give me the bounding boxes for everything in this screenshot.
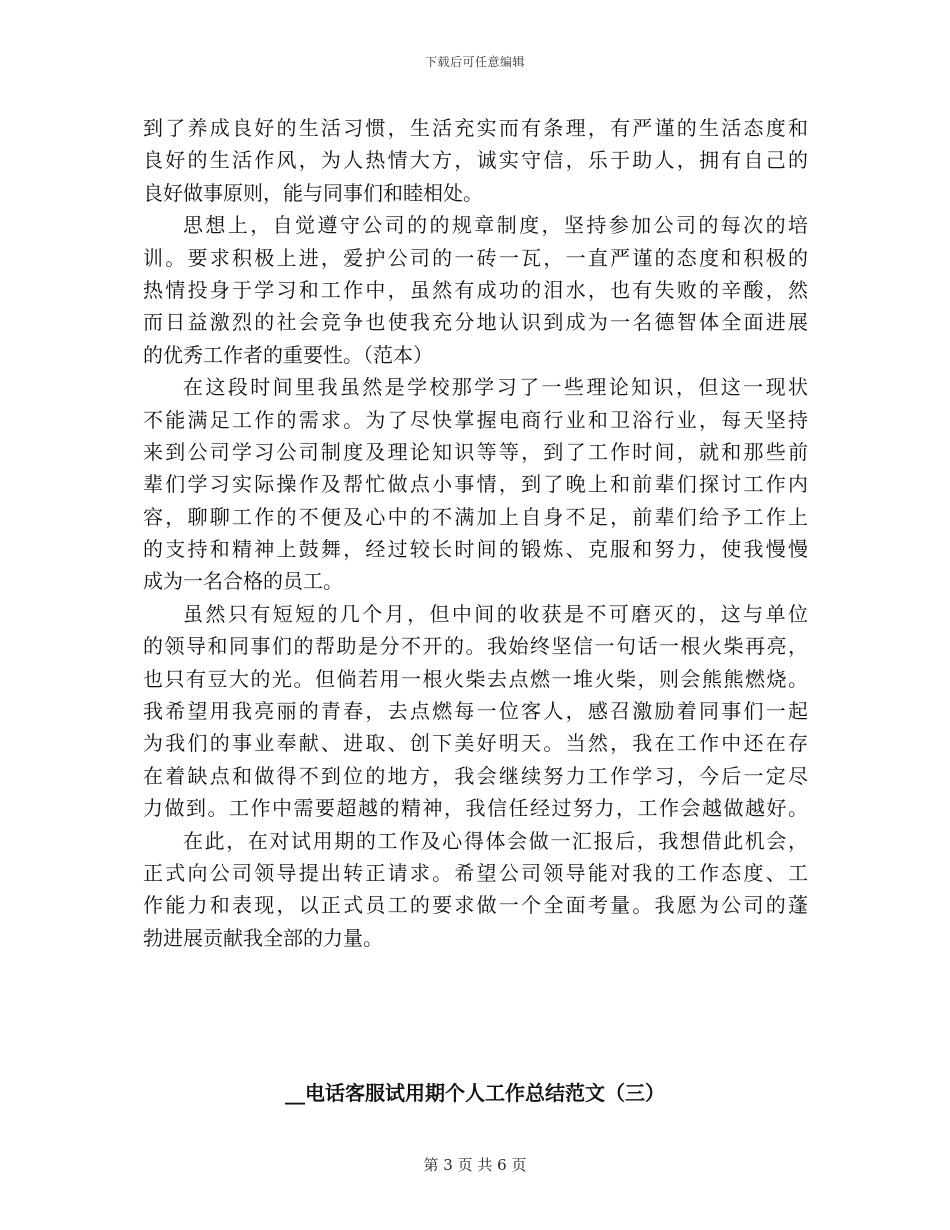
paragraph-line: 而日益激烈的社会竞争也使我充分地认识到成为一名德智体全面进展 — [143, 310, 808, 335]
page-header-note: 下载后可任意编辑 — [424, 55, 525, 69]
paragraph-line: 为我们的事业奉献、进取、创下美好明天。当然，我在工作中还在存 — [143, 731, 808, 756]
page-number: 第 3 页 共 6 页 — [423, 1156, 527, 1174]
paragraph-line: 勃进展贡献我全部的力量。 — [143, 925, 383, 950]
paragraph-line: 来到公司学习公司制度及理论知识等等，到了工作时间，就和那些前 — [143, 439, 808, 464]
section-title: __电话客服试用期个人工作总结范文（三） — [285, 1081, 665, 1105]
paragraph-line: 在此，在对试用期的工作及心得体会做一汇报后，我想借此机会， — [183, 828, 808, 853]
paragraph-line: 良好做事原则，能与同事们和睦相处。 — [143, 180, 483, 205]
paragraph-line: 到了养成良好的生活习惯，生活充实而有条理，有严谨的生活态度和 — [143, 116, 808, 140]
paragraph-line: 的优秀工作者的重要性。（范本） — [143, 342, 433, 367]
paragraph-line: 我希望用我亮丽的青春，去点燃每一位客人，感召激励着同事们一起 — [143, 699, 808, 724]
paragraph-line: 力做到。工作中需要超越的精神，我信任经过努力，工作会越做越好。 — [143, 796, 808, 821]
paragraph-line: 思想上，自觉遵守公司的的规章制度，坚持参加公司的每次的培 — [183, 213, 808, 238]
document-body — [143, 112, 808, 954]
paragraph-line: 成为一名合格的员工。 — [143, 569, 343, 594]
paragraph-line: 热情投身于学习和工作中，虽然有成功的泪水，也有失败的辛酸，然 — [143, 277, 808, 302]
paragraph-line: 也只有豆大的光。但倘若用一根火柴去点燃一堆火柴，则会熊熊燃烧。 — [143, 666, 808, 691]
paragraph-line: 作能力和表现，以正式员工的要求做一个全面考量。我愿为公司的蓬 — [143, 893, 808, 918]
paragraph-line: 良好的生活作风，为人热情大方，诚实守信，乐于助人，拥有自己的 — [143, 148, 808, 173]
paragraph-line: 容，聊聊工作的不便及心中的不满加上自身不足，前辈们给予工作上 — [143, 504, 808, 529]
paragraph-line: 的支持和精神上鼓舞，经过较长时间的锻炼、克服和努力，使我慢慢 — [143, 537, 808, 562]
paragraph-line: 训。要求积极上进，爱护公司的一砖一瓦，一直严谨的态度和积极的 — [143, 245, 808, 270]
paragraph-line: 在这段时间里我虽然是学校那学习了一些理论知识，但这一现状 — [183, 375, 808, 400]
paragraph-line: 正式向公司领导提出转正请求。希望公司领导能对我的工作态度、工 — [143, 860, 808, 885]
paragraph-line: 的领导和同事们的帮助是分不开的。我始终坚信一句话一根火柴再亮， — [143, 634, 808, 659]
paragraph-line: 在着缺点和做得不到位的地方，我会继续努力工作学习，今后一定尽 — [143, 763, 808, 788]
paragraph-line: 虽然只有短短的几个月，但中间的收获是不可磨灭的，这与单位 — [183, 601, 808, 626]
paragraph-line: 不能满足工作的需求。为了尽快掌握电商行业和卫浴行业，每天坚持 — [143, 407, 808, 432]
paragraph-line: 辈们学习实际操作及帮忙做点小事情，到了晚上和前辈们探讨工作内 — [143, 472, 808, 497]
